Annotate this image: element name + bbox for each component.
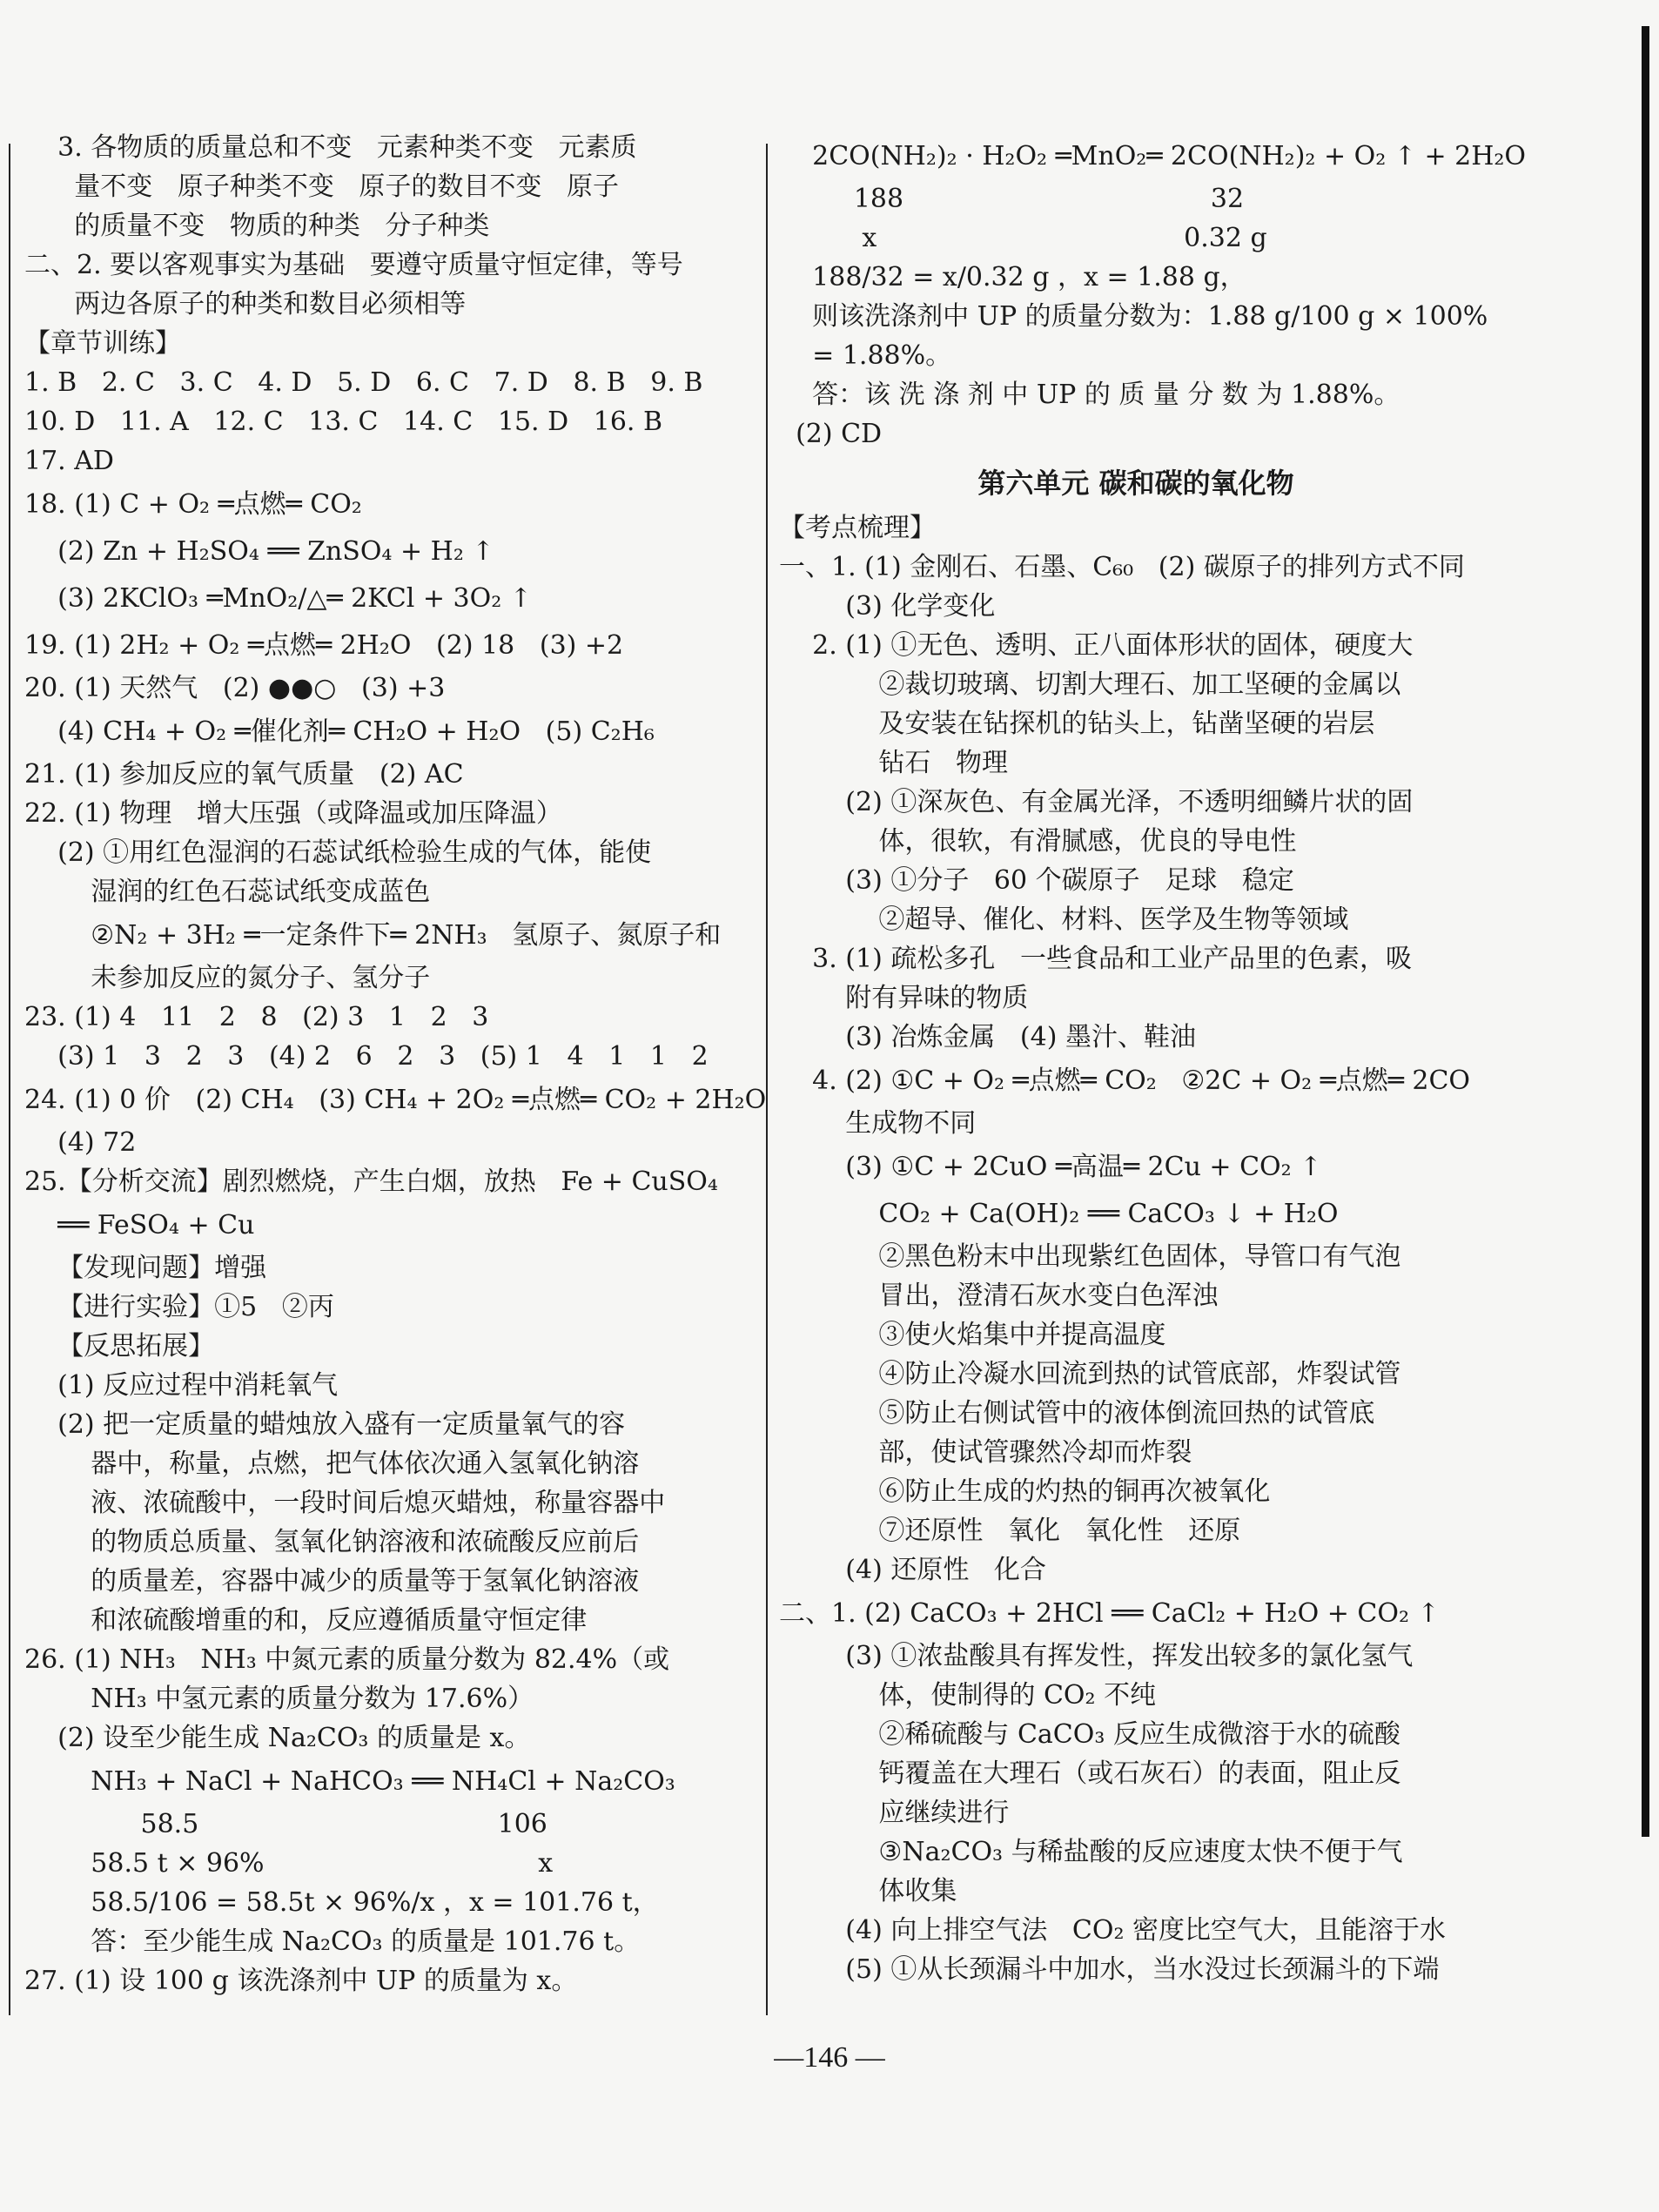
answer-line: 体收集: [779, 1876, 957, 1906]
answer-line: 17. AD: [24, 446, 114, 476]
right-column-answers: [779, 511, 1493, 1987]
answer-line: 【章节训练】: [24, 328, 181, 359]
answer-line: 24. (1) 0 价 (2) CH₄ (3) CH₄ + 2O₂ ═点燃═ CO₂ + 2H₂O: [24, 1085, 767, 1115]
page-number: —146 —: [774, 2041, 885, 2074]
answer-line: 二、2. 要以客观事实为基础 要遵守质量守恒定律，等号: [24, 250, 683, 280]
answer-line: (2) 设至少能生成 Na₂CO₃ 的质量是 x。: [24, 1723, 531, 1753]
answer-line: (3) ①C + 2CuO ═高温═ 2Cu + CO₂ ↑: [779, 1152, 1322, 1182]
answer-line: (2) ①深灰色、有金属光泽，不透明细鳞片状的固: [779, 787, 1414, 817]
calculation-line: = 1.88%。: [779, 340, 952, 371]
answer-line: (2) 把一定质量的蜡烛放入盛有一定质量氧气的容: [24, 1409, 626, 1440]
answer-line: 58.5 106: [24, 1809, 547, 1839]
answer-line: ③Na₂CO₃ 与稀盐酸的反应速度太快不便于气: [779, 1837, 1403, 1867]
calculation-line: x 0.32 g: [779, 223, 1267, 253]
answer-line: ②稀硫酸与 CaCO₃ 反应生成微溶于水的硫酸: [779, 1719, 1400, 1750]
answer-line: ⑤防止右侧试管中的液体倒流回热的试管底: [779, 1398, 1375, 1429]
calculation-line: 则该洗涤剂中 UP 的质量分数为：1.88 g/100 g × 100%: [779, 301, 1488, 332]
answer-line: (1) 反应过程中消耗氧气: [24, 1370, 339, 1401]
calculation-line: 答：该 洗 涤 剂 中 UP 的 质 量 分 数 为 1.88%。: [779, 380, 1400, 410]
answer-line: 1. B 2. C 3. C 4. D 5. D 6. C 7. D 8. B 9. B: [24, 367, 703, 398]
answer-line: 20. (1) 天然气 (2) ●●○ (3) +3: [24, 673, 446, 703]
calculation-line: (2) CD: [779, 419, 883, 449]
answer-line: 【反思拓展】: [24, 1331, 215, 1361]
answer-line: 未参加反应的氮分子、氢分子: [24, 963, 431, 993]
answer-line: 冒出，澄清石灰水变白色浑浊: [779, 1281, 1219, 1311]
answer-line: 液、浓硫酸中，一段时间后熄灭蜡烛，称量容器中: [24, 1488, 666, 1518]
answer-line: 10. D 11. A 12. C 13. C 14. C 15. D 16. B: [24, 407, 663, 437]
answer-line: 及安装在钻探机的钻头上，钻凿坚硬的岩层: [779, 709, 1375, 739]
answer-line: ②黑色粉末中出现紫红色固体，导管口有气泡: [779, 1241, 1401, 1272]
answer-line: 两边各原子的种类和数目必须相等: [24, 289, 467, 319]
answer-line: 生成物不同: [779, 1108, 977, 1139]
answer-line: 4. (2) ①C + O₂ ═点燃═ CO₂ ②2C + O₂ ═点燃═ 2CO: [779, 1066, 1470, 1096]
answer-line: 58.5 t × 96% x: [24, 1848, 554, 1879]
answer-line: 体，使制得的 CO₂ 不纯: [779, 1680, 1157, 1711]
answer-line: 【考点梳理】: [779, 513, 936, 543]
answer-line: 22. (1) 物理 增大压强（或降温或加压降温）: [24, 798, 562, 829]
calculation-line: 188/32 = x/0.32 g ，x = 1.88 g，: [779, 262, 1246, 292]
answer-line: 的物质总质量、氢氧化钠溶液和浓硫酸反应前后: [24, 1527, 640, 1557]
answer-line: 钙覆盖在大理石（或石灰石）的表面，阻止反: [779, 1758, 1401, 1789]
answer-line: 的质量差，容器中减少的质量等于氢氧化钠溶液: [24, 1566, 640, 1597]
answer-line: 湿润的红色石蕊试纸变成蓝色: [24, 877, 431, 907]
answer-line: 【发现问题】增强: [24, 1253, 267, 1283]
answer-line: NH₃ + NaCl + NaHCO₃ ══ NH₄Cl + Na₂CO₃: [24, 1766, 675, 1797]
answer-line: (4) CH₄ + O₂ ═催化剂═ CH₂O + H₂O (5) C₂H₆: [24, 716, 655, 747]
answer-line: 一、1. (1) 金刚石、石墨、C₆₀ (2) 碳原子的排列方式不同: [779, 552, 1465, 582]
unit-heading: 第六单元 碳和碳的氧化物: [977, 467, 1294, 500]
answer-line: 附有异味的物质: [779, 983, 1029, 1013]
answer-line: (2) ①用红色湿润的石蕊试纸检验生成的气体，能使: [24, 837, 652, 868]
answer-line: (3) ①分子 60 个碳原子 足球 稳定: [779, 865, 1294, 896]
right-edge-bar: [1642, 26, 1649, 1837]
answer-line: (3) ①浓盐酸具有挥发性，挥发出较多的氯化氢气: [779, 1641, 1414, 1671]
answer-line: 58.5/106 = 58.5t × 96%/x ，x = 101.76 t，: [24, 1887, 659, 1918]
answer-line: 21. (1) 参加反应的氧气质量 (2) AC: [24, 759, 464, 790]
answer-line: ⑦还原性 氧化 氧化性 还原: [779, 1516, 1241, 1546]
answer-line: 3. (1) 疏松多孔 一些食品和工业产品里的色素，吸: [779, 944, 1412, 974]
answer-line: 3. 各物质的质量总和不变 元素种类不变 元素质: [24, 132, 637, 163]
answer-line: 二、1. (2) CaCO₃ + 2HCl ══ CaCl₂ + H₂O + CO₂ ↑: [779, 1598, 1440, 1629]
left-border-rule: [9, 144, 10, 2015]
answer-line: (3) 化学变化: [779, 591, 996, 622]
answer-line: 25.【分析交流】剧烈燃烧，产生白烟，放热 Fe + CuSO₄: [24, 1167, 718, 1197]
answer-line: ②超导、催化、材料、医学及生物等领域: [779, 904, 1349, 935]
answer-line: 答：至少能生成 Na₂CO₃ 的质量是 101.76 t。: [24, 1926, 641, 1957]
left-column: [24, 131, 767, 2003]
answer-line: ⑥防止生成的灼热的铜再次被氧化: [779, 1476, 1271, 1507]
calculation-line: 188 32: [779, 184, 1245, 214]
answer-line: (2) Zn + H₂SO₄ ══ ZnSO₄ + H₂ ↑: [24, 536, 494, 567]
answer-line: (3) 冶炼金属 (4) 墨汁、鞋油: [779, 1022, 1196, 1052]
answer-line: (3) 1 3 2 3 (4) 2 6 2 3 (5) 1 4 1 1 2: [24, 1041, 709, 1072]
answer-line: 和浓硫酸增重的和，反应遵循质量守恒定律: [24, 1605, 588, 1636]
answer-line: ══ FeSO₄ + Cu: [24, 1210, 255, 1240]
answer-line: ④防止冷凝水回流到热的试管底部，炸裂试管: [779, 1359, 1401, 1389]
answer-line: 应继续进行: [779, 1798, 1010, 1828]
calculation-line: 2CO(NH₂)₂ · H₂O₂ ═MnO₂═ 2CO(NH₂)₂ + O₂ ↑ + 2H₂O: [779, 141, 1527, 171]
answer-line: 钻石 物理: [779, 748, 1009, 778]
right-column: [779, 131, 1527, 1992]
answer-line: 量不变 原子种类不变 原子的数目不变 原子: [24, 171, 620, 202]
answer-line: (3) 2KClO₃ ═MnO₂/△═ 2KCl + 3O₂ ↑: [24, 583, 532, 614]
answer-line: 23. (1) 4 11 2 8 (2) 3 1 2 3: [24, 1002, 489, 1032]
answer-line: 2. (1) ①无色、透明、正八面体形状的固体，硬度大: [779, 630, 1414, 661]
column-divider: [766, 144, 768, 2015]
answer-line: 体，很软，有滑腻感，优良的导电性: [779, 826, 1297, 857]
answer-line: ③使火焰集中并提高温度: [779, 1320, 1166, 1350]
answer-line: ②裁切玻璃、切割大理石、加工坚硬的金属以: [779, 669, 1401, 700]
answer-line: 18. (1) C + O₂ ═点燃═ CO₂: [24, 489, 362, 520]
answer-line: (4) 72: [24, 1127, 137, 1158]
answer-line: 部，使试管骤然冷却而炸裂: [779, 1437, 1192, 1468]
answer-line: (4) 还原性 化合: [779, 1555, 1046, 1585]
answer-line: NH₃ 中氢元素的质量分数为 17.6%）: [24, 1684, 534, 1714]
answer-line: ②N₂ + 3H₂ ═一定条件下═ 2NH₃ 氢原子、氮原子和: [24, 920, 722, 951]
answer-line: 【进行实验】①5 ②丙: [24, 1292, 334, 1322]
answer-line: 26. (1) NH₃ NH₃ 中氮元素的质量分数为 82.4%（或: [24, 1644, 670, 1675]
answer-line: (5) ①从长颈漏斗中加水，当水没过长颈漏斗的下端: [779, 1954, 1440, 1985]
answer-line: CO₂ + Ca(OH)₂ ══ CaCO₃ ↓ + H₂O: [779, 1199, 1339, 1229]
answer-line: 27. (1) 设 100 g 该洗涤剂中 UP 的质量为 x。: [24, 1966, 578, 1996]
answer-line: 19. (1) 2H₂ + O₂ ═点燃═ 2H₂O (2) 18 (3) +2: [24, 630, 624, 661]
answer-line: (4) 向上排空气法 CO₂ 密度比空气大，且能溶于水: [779, 1915, 1447, 1946]
right-column-calculation: [779, 136, 1527, 452]
answer-line: 的质量不变 物质的种类 分子种类: [24, 211, 490, 241]
answer-line: 器中，称量，点燃，把气体依次通入氢氧化钠溶: [24, 1449, 640, 1479]
